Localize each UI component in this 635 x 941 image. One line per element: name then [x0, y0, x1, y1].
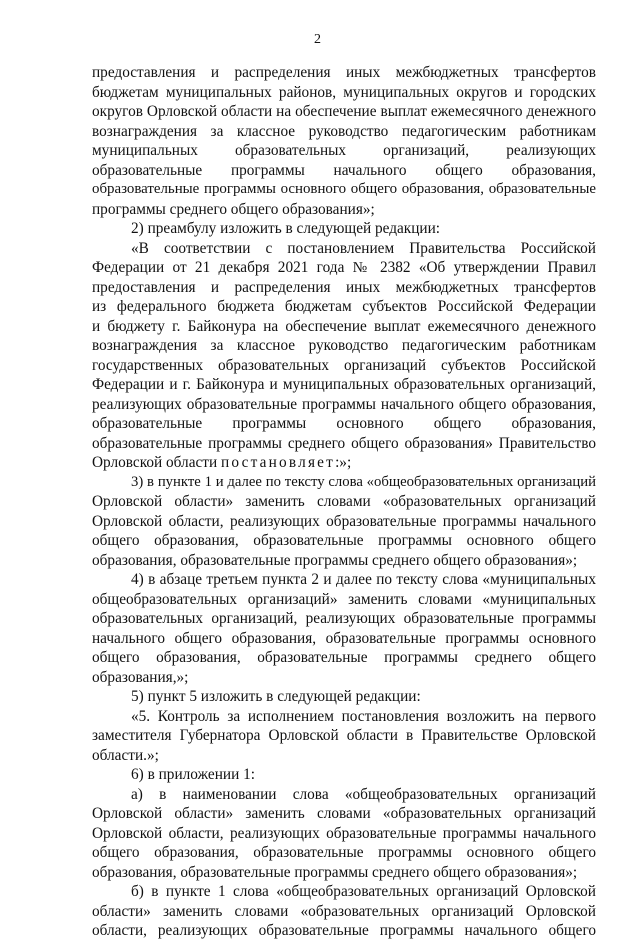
text-line: начального общего образования, образовательные программы основного — [92, 629, 596, 647]
text-line: вознаграждения за классное руководство педагогическим работникам — [92, 122, 596, 140]
text-line: образовательных организаций, реализующих образовательные программы — [92, 610, 596, 627]
text-line: образования, образовательные программы среднего общего образования»; — [92, 863, 578, 881]
text-line: образования, образовательные программы среднего общего образования»; — [92, 551, 578, 569]
text-line: образовательные программы начального общего образования, — [92, 161, 596, 179]
text-line: 2) преамбулу изложить в следующей редакции: — [131, 220, 441, 237]
text-line: муниципальных образовательных организаций, реализующих — [92, 142, 596, 159]
text-line: предоставления и распределения иных межбюджетных трансфертов — [92, 278, 596, 296]
text-line: предоставления и распределения иных межбюджетных трансфертов — [92, 64, 596, 81]
text-line: из федерального бюджета бюджетам субъектов Российской Федерации — [92, 298, 596, 315]
text-line: реализующих образовательные программы начального общего образования, — [92, 395, 596, 413]
text-line: 3) в пункте 1 и далее по тексту слова «общеобразовательных организаций — [131, 473, 596, 490]
text-line: образования,»; — [92, 668, 189, 686]
text-line: образовательные программы основного общего образования, — [92, 415, 596, 432]
text-line: общего образования, образовательные программы среднего общего — [92, 649, 596, 666]
text-line: бюджетам муниципальных районов, муниципальных округов и городских — [92, 83, 596, 101]
text-line: программы среднего общего образования»; — [92, 200, 375, 218]
text-line: Орловской области, реализующих образовательные программы начального — [92, 512, 596, 530]
text-line: 4) в абзаце третьем пункта 2 и далее по тексту слова «муниципальных — [131, 571, 596, 588]
text-line: округов Орловской области на обеспечение выплат ежемесячного денежного — [92, 103, 596, 120]
text-line: вознаграждения за классное руководство педагогическим работникам — [92, 337, 596, 354]
text-line: 6) в приложении 1: — [131, 766, 255, 783]
text-line: общеобразовательных организаций» заменить словами «муниципальных — [92, 590, 596, 608]
text-line-segment: Орловской области — [92, 454, 221, 471]
text-line-segment: :»; — [335, 454, 352, 471]
text-line: области, реализующих образовательные программы начального общего — [92, 922, 596, 939]
page-number: 2 — [314, 32, 321, 47]
text-line: образовательные программы среднего общего образования» Правительство — [92, 434, 596, 452]
text-line: области.»; — [92, 746, 159, 764]
text-line: б) в пункте 1 слова «общеобразовательных организаций Орловской — [131, 883, 596, 900]
text-line: общего образования, образовательные программы основного общего — [92, 844, 596, 861]
text-line: Федерации и г. Байконура и муниципальных образовательных организаций, — [92, 376, 596, 393]
text-line: «В соответствии с постановлением Правительства Российской — [131, 239, 596, 257]
text-line: Орловской области, реализующих образовательные программы начального — [92, 824, 596, 842]
text-line: Орловской области» заменить словами «образовательных организаций — [92, 805, 596, 822]
text-line: Федерации от 21 декабря 2021 года № 2382 «Об утверждении Правил — [92, 259, 596, 276]
text-line: и бюджету г. Байконура на обеспечение выплат ежемесячного денежного — [92, 317, 596, 335]
text-line: общего образования, образовательные программы основного общего — [92, 532, 596, 549]
document-body — [92, 63, 596, 941]
text-line: государственных образовательных организаций субъектов Российской — [92, 356, 596, 374]
text-line: «5. Контроль за исполнением постановления возложить на первого — [131, 707, 596, 725]
text-line — [92, 453, 596, 473]
text-line: образовательные программы основного общего образования, образовательные — [92, 181, 596, 197]
text-line: Орловской области» заменить словами «образовательных организаций — [92, 493, 596, 510]
text-line: заместителя Губернатора Орловской области в Правительстве Орловской — [92, 727, 596, 744]
text-line: 5) пункт 5 изложить в следующей редакции: — [131, 688, 421, 705]
spaced-keyword: постановляет — [220, 454, 336, 471]
text-line: а) в наименовании слова «общеобразовательных организаций — [131, 785, 596, 803]
text-line: области» заменить словами «образовательных организаций Орловской — [92, 902, 596, 920]
